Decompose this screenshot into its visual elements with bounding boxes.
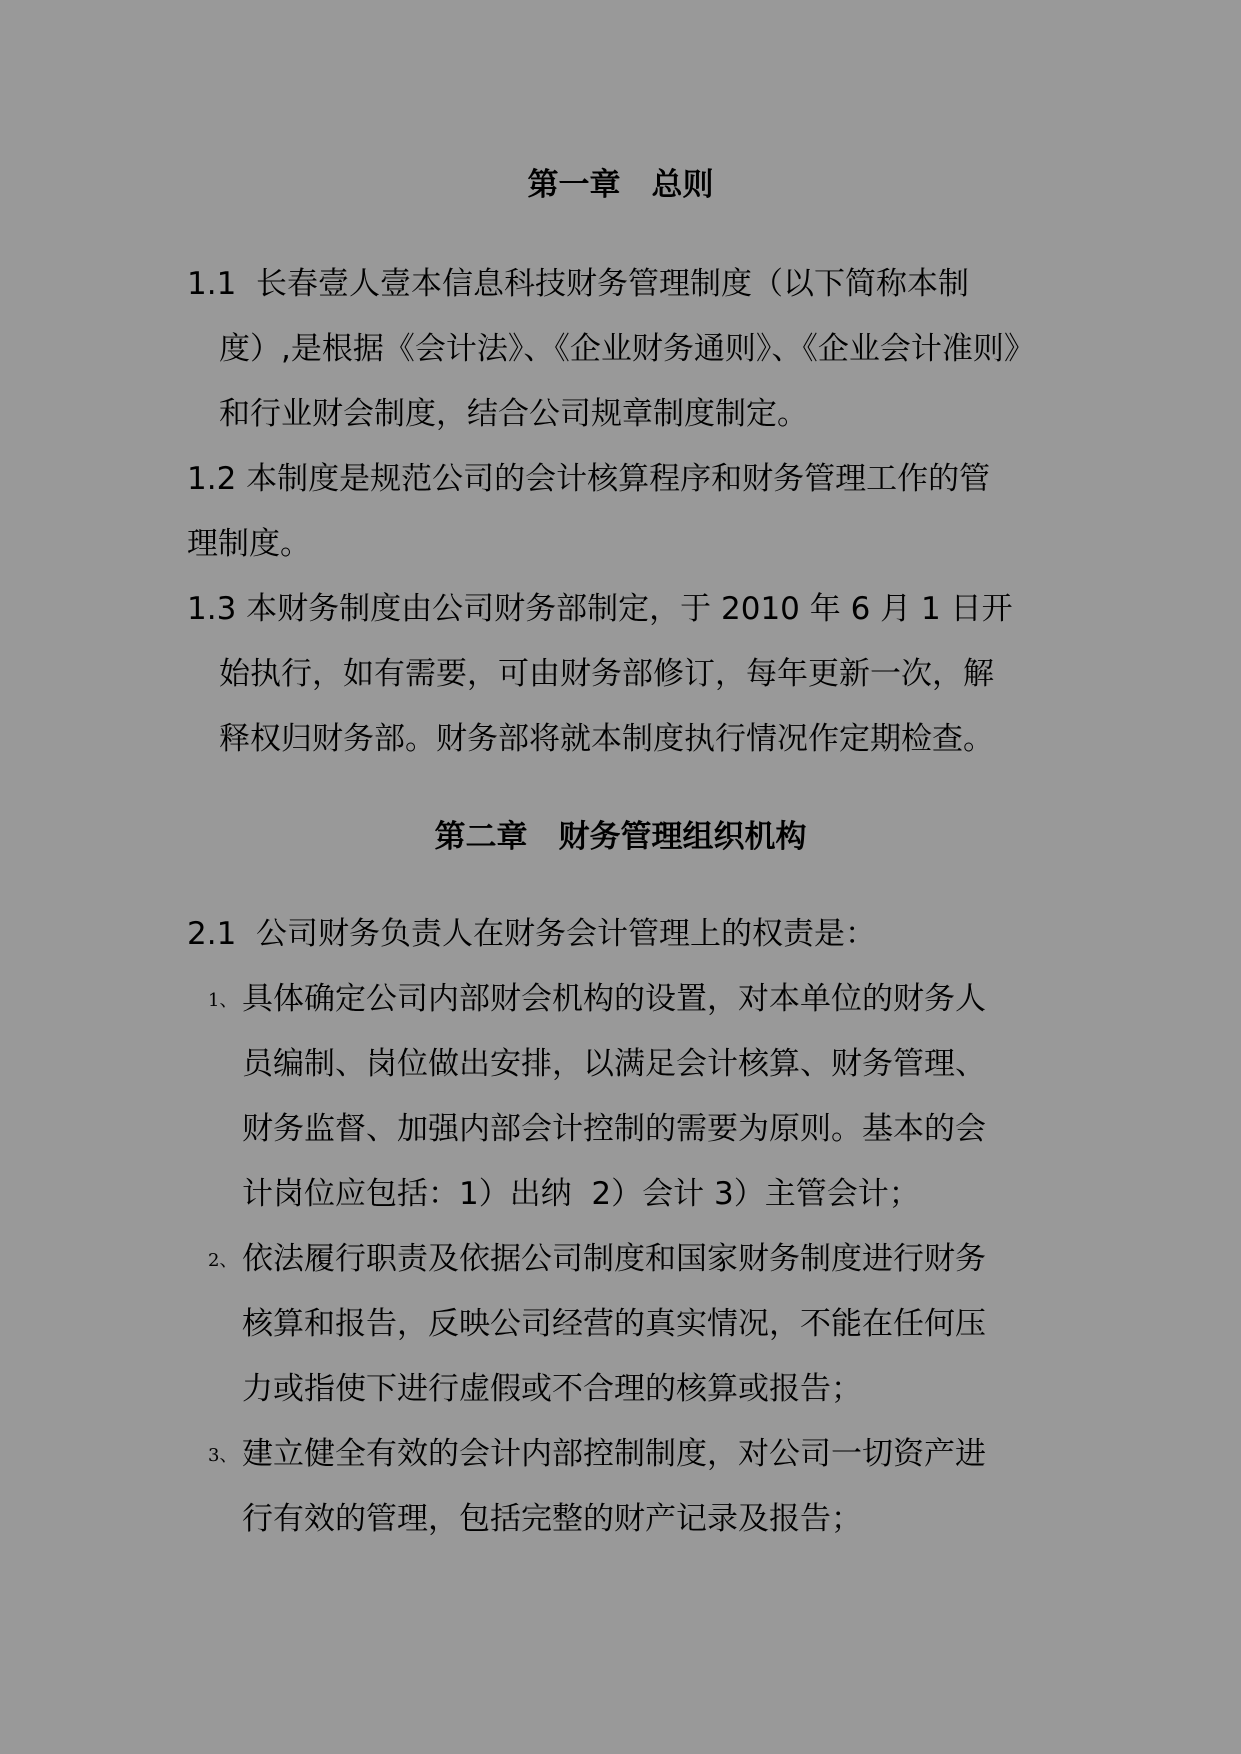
list-item-line: 力或指使下进行虚假或不合理的核算或报告； xyxy=(242,1371,862,1407)
section-1-2-line-1: 1.2 本制度是规范公司的会计核算程序和财务管理工作的管 xyxy=(187,461,991,497)
list-item-line: 具体确定公司内部财会机构的设置，对本单位的财务人 xyxy=(242,981,986,1017)
list-item-number: 2、 xyxy=(208,1250,238,1271)
list-item-number: 1、 xyxy=(208,990,238,1011)
chapter-1-title: 第一章 总则 xyxy=(527,167,714,203)
list-item-line: 员编制、岗位做出安排，以满足会计核算、财务管理、 xyxy=(242,1046,986,1082)
section-1-1-line-1: 1.1 长春壹人壹本信息科技财务管理制度（以下简称本制 xyxy=(187,266,970,302)
list-item-line: 财务监督、加强内部会计控制的需要为原则。基本的会 xyxy=(242,1111,986,1147)
list-item-line: 核算和报告，反映公司经营的真实情况，不能在任何压 xyxy=(242,1306,986,1342)
section-1-2-line-2: 理制度。 xyxy=(187,526,311,562)
list-item-line: 行有效的管理，包括完整的财产记录及报告； xyxy=(242,1501,862,1537)
list-item-line: 建立健全有效的会计内部控制制度，对公司一切资产进 xyxy=(242,1436,986,1472)
section-1-1-line-3: 和行业财会制度，结合公司规章制度制定。 xyxy=(219,396,808,432)
list-item-line: 计岗位应包括：1）出纳 2）会计 3）主管会计； xyxy=(242,1176,920,1212)
section-1-3-line-2: 始执行，如有需要，可由财务部修订，每年更新一次，解 xyxy=(219,656,994,692)
section-1-1-line-2: 度）,是根据《会计法》、《企业财务通则》、《企业会计准则》 xyxy=(219,331,1035,367)
chapter-2-title: 第二章 财务管理组织机构 xyxy=(434,819,807,855)
section-1-3-line-1: 1.3 本财务制度由公司财务部制定，于 2010 年 6 月 1 日开 xyxy=(187,591,1013,627)
list-item-number: 3、 xyxy=(208,1445,238,1466)
list-item-line: 依法履行职责及依据公司制度和国家财务制度进行财务 xyxy=(242,1241,986,1277)
section-1-3-line-3: 释权归财务部。财务部将就本制度执行情况作定期检查。 xyxy=(219,721,994,757)
section-2-1-intro: 2.1 公司财务负责人在财务会计管理上的权责是： xyxy=(187,916,877,952)
